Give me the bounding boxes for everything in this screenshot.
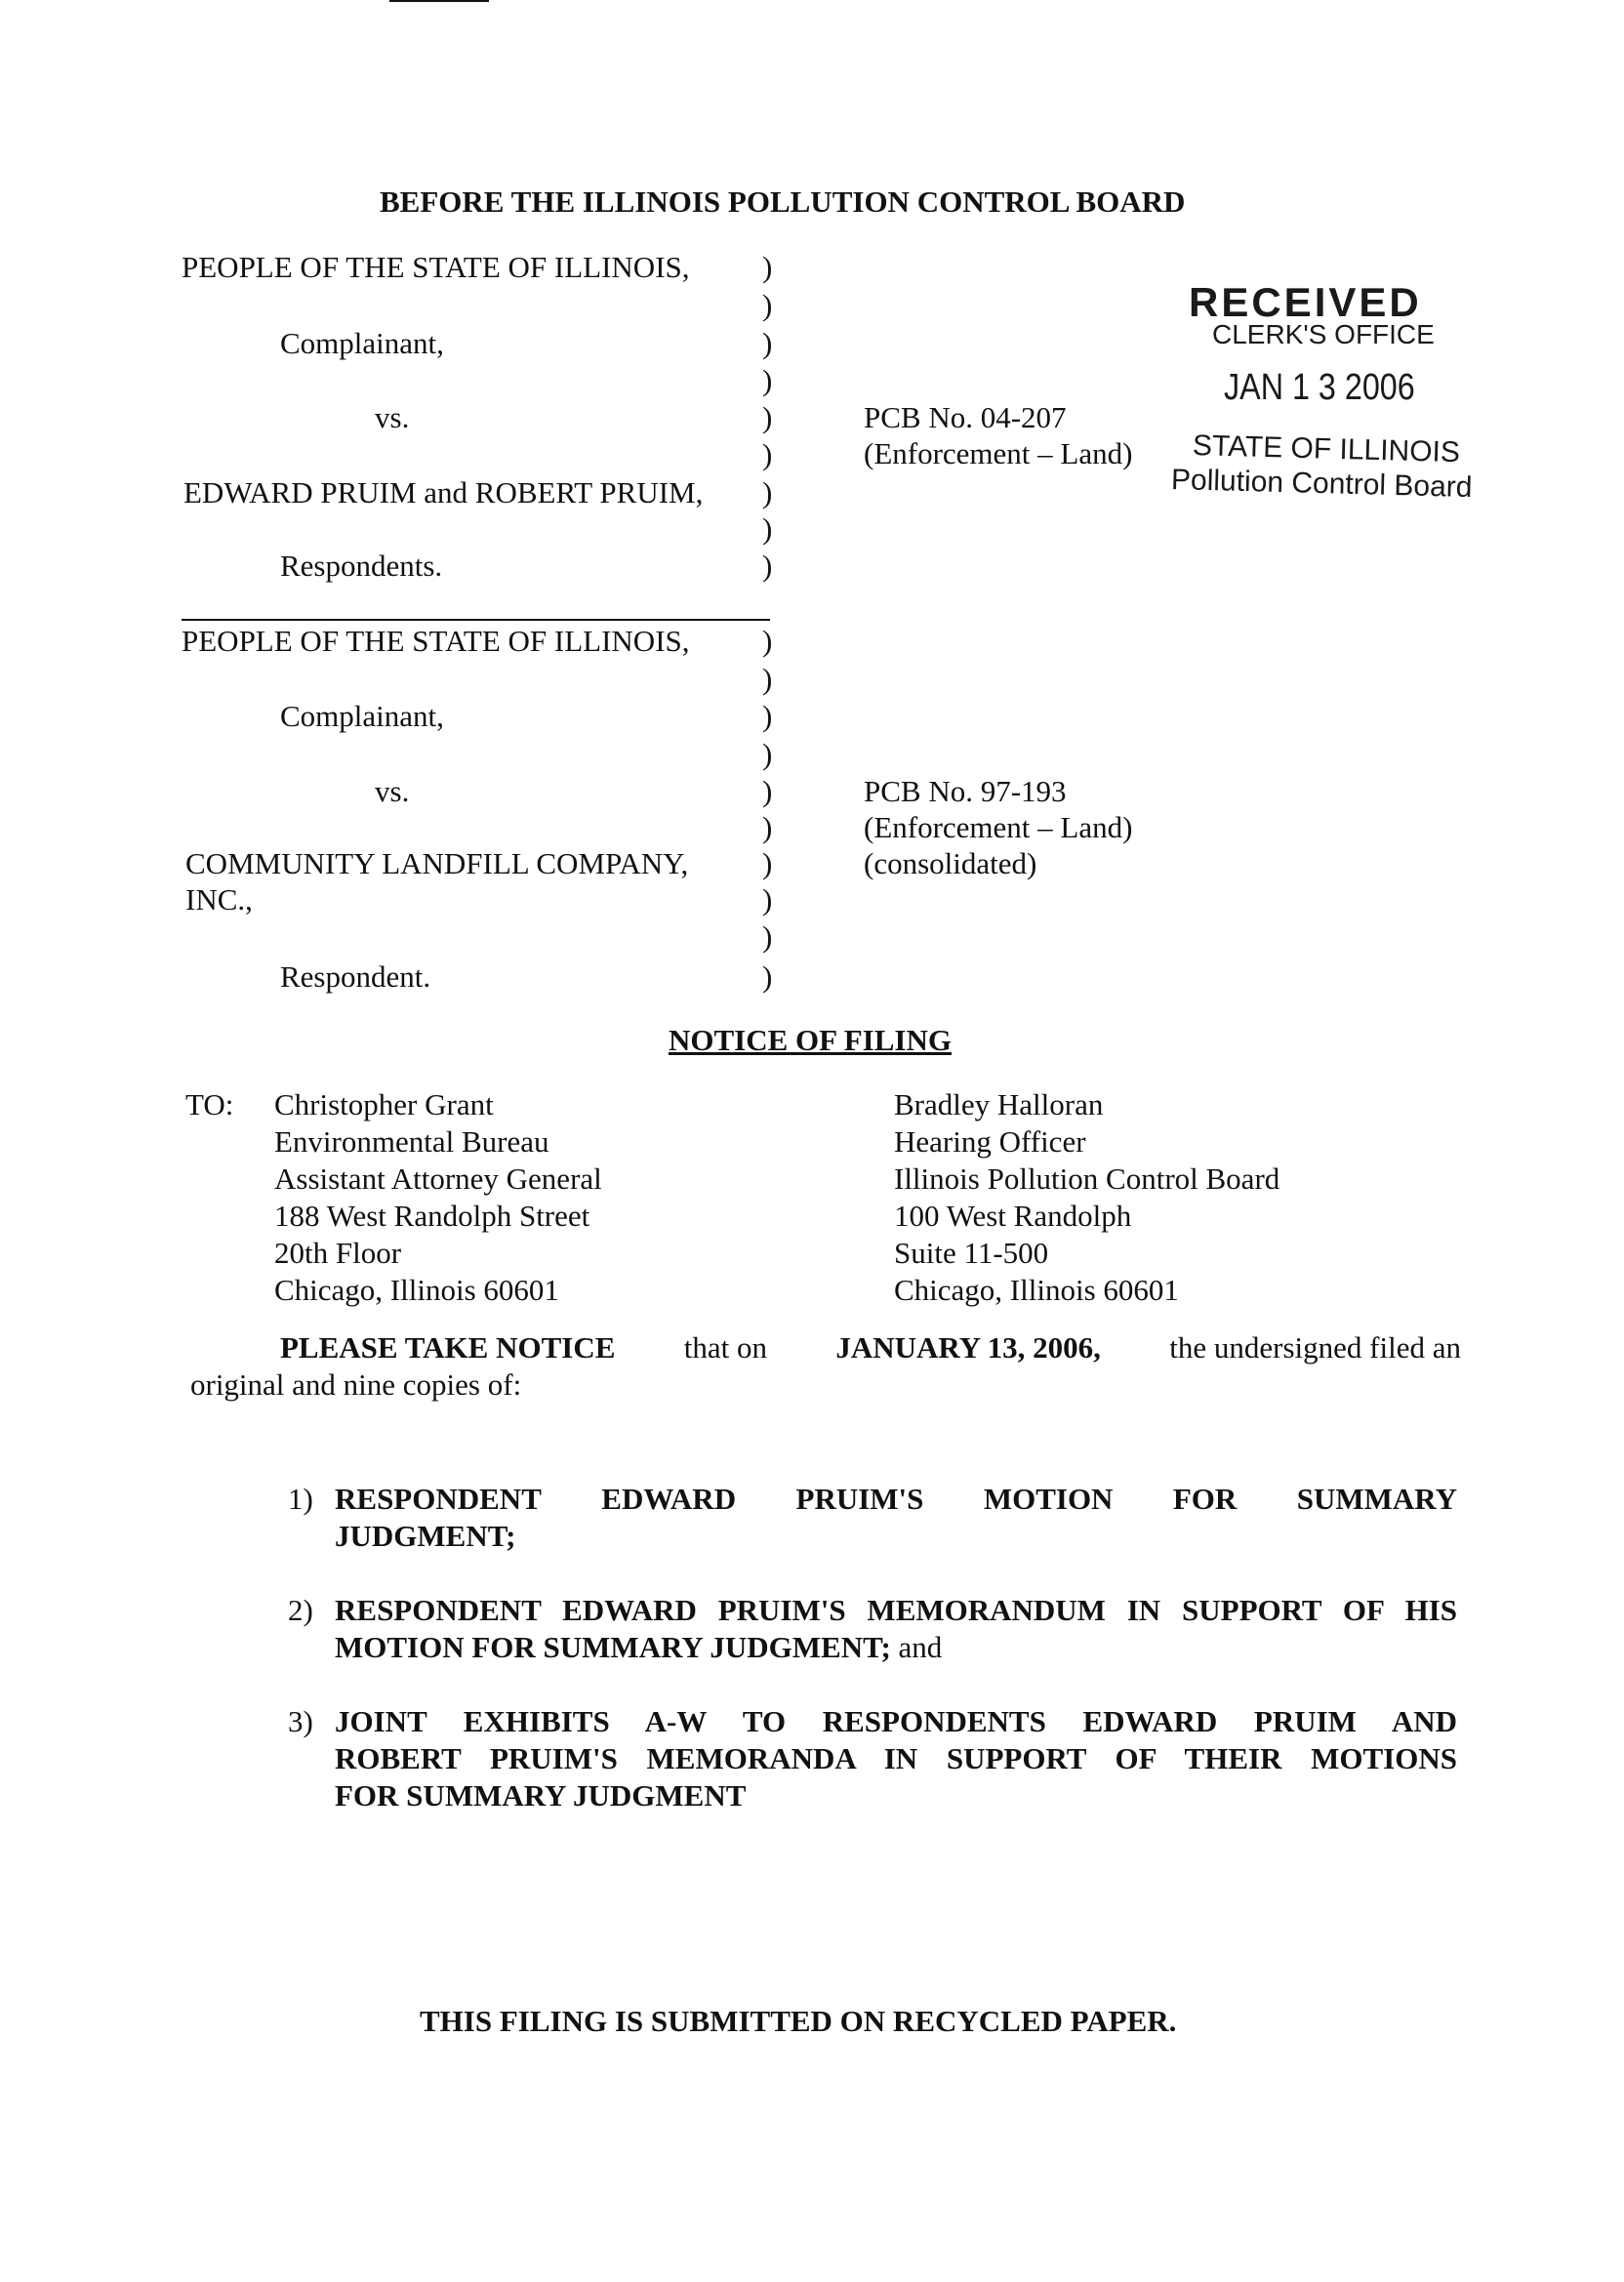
recipient-left-line: 20th Floor xyxy=(274,1236,402,1270)
versus-label-2: vs. xyxy=(375,774,410,808)
item-number: 3) xyxy=(288,1704,313,1738)
versus-label: vs. xyxy=(375,400,410,434)
complainant-name-2: PEOPLE OF THE STATE OF ILLINOIS, xyxy=(182,624,690,658)
recipient-left-line: Christopher Grant xyxy=(274,1087,494,1121)
item-word: SUMMARY xyxy=(1296,1482,1457,1516)
notice-paragraph-line2: original and nine copies of: xyxy=(190,1367,522,1402)
recipient-left-line: Assistant Attorney General xyxy=(274,1161,602,1196)
stamp-board: Pollution Control Board xyxy=(1170,464,1473,505)
recipient-right-line: Illinois Pollution Control Board xyxy=(894,1161,1280,1196)
item-number: 2) xyxy=(288,1593,313,1627)
respondent-role-2: Respondent. xyxy=(280,959,431,994)
notice-text: the undersigned filed an xyxy=(1169,1330,1461,1365)
notice-lead: PLEASE TAKE NOTICE xyxy=(280,1330,616,1365)
stamp-office: CLERK'S OFFICE xyxy=(1212,319,1435,349)
item-word: PRUIM'S xyxy=(795,1482,924,1516)
stamp-state: STATE OF ILLINOIS xyxy=(1192,429,1461,469)
case-number-2: PCB No. 97-193 xyxy=(864,774,1067,808)
caption-separator xyxy=(182,619,770,621)
recipient-right-line: Suite 11-500 xyxy=(894,1236,1049,1270)
item-text-line1: JOINT EXHIBITS A-W TO RESPONDENTS EDWARD PRUIM AND xyxy=(335,1704,1457,1738)
item-word: RESPONDENT xyxy=(335,1482,542,1516)
item-number: 1) xyxy=(288,1482,313,1516)
respondent-name-line2: INC., xyxy=(185,882,253,917)
notice-title: NOTICE OF FILING xyxy=(669,1023,952,1057)
item-text-line2: ROBERT PRUIM'S MEMORANDA IN SUPPORT OF THEIR MOTIONS xyxy=(335,1741,1457,1775)
top-rule xyxy=(389,0,489,2)
case-type: (Enforcement – Land) xyxy=(864,436,1133,470)
recycled-paper-note: THIS FILING IS SUBMITTED ON RECYCLED PAPER. xyxy=(420,2004,1177,2038)
item-word: MOTION xyxy=(983,1482,1114,1516)
item-text-line2: JUDGMENT; xyxy=(335,1519,516,1553)
item-text-line1: RESPONDENT EDWARD PRUIM'S MEMORANDUM IN SUPPORT OF HIS xyxy=(335,1593,1457,1627)
stamp-date: JAN 1 3 2006 xyxy=(1224,367,1415,408)
complainant-name: PEOPLE OF THE STATE OF ILLINOIS, xyxy=(182,250,690,284)
notice-paragraph-line1 xyxy=(280,1329,1461,1366)
item-text-bold: MOTION FOR SUMMARY JUDGMENT; xyxy=(335,1630,891,1664)
to-label: TO: xyxy=(185,1087,234,1121)
recipient-left-line: 188 West Randolph Street xyxy=(274,1199,590,1233)
complainant-role: Complainant, xyxy=(280,326,444,360)
respondents-name: EDWARD PRUIM and ROBERT PRUIM, xyxy=(183,475,704,509)
consolidated-label: (consolidated) xyxy=(864,846,1037,880)
item-word: FOR xyxy=(1172,1482,1238,1516)
filing-date: JANUARY 13, 2006, xyxy=(835,1330,1101,1365)
case-number: PCB No. 04-207 xyxy=(864,400,1067,434)
recipient-right-line: Hearing Officer xyxy=(894,1124,1086,1159)
respondents-role: Respondents. xyxy=(280,549,443,583)
item-text-line3: FOR SUMMARY JUDGMENT xyxy=(335,1778,747,1813)
recipient-left-line: Chicago, Illinois 60601 xyxy=(274,1273,559,1307)
complainant-role-2: Complainant, xyxy=(280,699,444,733)
stamp-received: RECEIVED xyxy=(1189,279,1422,325)
item-word: EDWARD xyxy=(601,1482,737,1516)
item-text-rest: and xyxy=(890,1630,943,1664)
case-type-2: (Enforcement – Land) xyxy=(864,810,1133,844)
recipient-right-line: Bradley Halloran xyxy=(894,1087,1104,1121)
page-title: BEFORE THE ILLINOIS POLLUTION CONTROL BOARD xyxy=(380,184,1186,219)
recipient-left-line: Environmental Bureau xyxy=(274,1124,549,1159)
notice-text: that on xyxy=(683,1330,767,1365)
item-text-line1 xyxy=(335,1481,1457,1518)
recipient-right-line: Chicago, Illinois 60601 xyxy=(894,1273,1179,1307)
recipient-right-line: 100 West Randolph xyxy=(894,1199,1132,1233)
item-text-line2 xyxy=(335,1629,942,1666)
respondent-name-line1: COMMUNITY LANDFILL COMPANY, xyxy=(185,846,689,880)
